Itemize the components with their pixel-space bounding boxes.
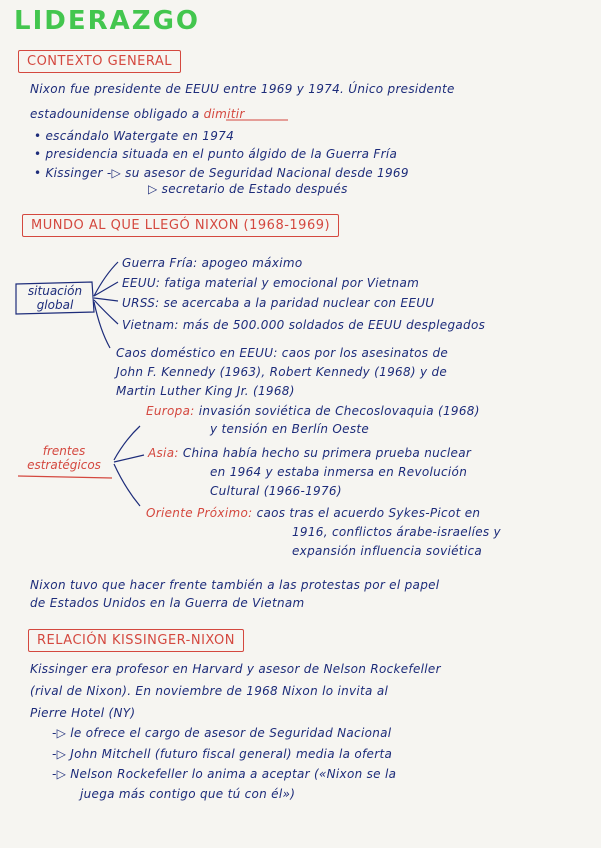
context-bullet-3b: ▷ secretario de Estado después xyxy=(148,182,348,196)
nixon-protest-line-2: de Estados Unidos en la Guerra de Vietnam xyxy=(30,596,305,610)
domestic-line-1: Caos doméstico en EEUU: caos por los asesinatos de xyxy=(116,346,449,360)
oriente-key: Oriente Próximo: xyxy=(146,506,253,520)
oriente-line-3: expansión influencia soviética xyxy=(292,544,483,558)
frentes-underline xyxy=(18,476,112,478)
asia-key: Asia: xyxy=(148,446,179,460)
nixon-protest-line-1: Nixon tuvo que hacer frente también a las protestas por el papel xyxy=(30,578,440,592)
context-line-2-text: estadounidense obligado a xyxy=(30,107,200,121)
section-heading-contexto: CONTEXTO GENERAL xyxy=(18,50,181,73)
relation-line-3: Pierre Hotel (NY) xyxy=(30,706,136,720)
asia-line-3: Cultural (1966-1976) xyxy=(210,484,342,498)
relation-arrow-3: -▷ Nelson Rockefeller lo anima a aceptar («Nixon se la xyxy=(52,767,397,781)
frentes-label-line-2: estratégicos xyxy=(27,458,101,472)
arrow-guerra-fria xyxy=(94,262,118,296)
dimitir-highlight: dimitir xyxy=(203,107,245,121)
arrow-oriente xyxy=(114,464,140,506)
europa-key: Europa: xyxy=(146,404,195,418)
context-line-1: Nixon fue presidente de EEUU entre 1969 y 1974. Único presidente xyxy=(30,82,455,96)
world-item-guerra-fria: Guerra Fría: apogeo máximo xyxy=(122,256,303,270)
section-heading-mundo: MUNDO AL QUE LLEGÓ NIXON (1968-1969) xyxy=(22,214,339,237)
context-bullet-1: • escándalo Watergate en 1974 xyxy=(34,129,235,143)
context-bullet-2: • presidencia situada en el punto álgido de la Guerra Fría xyxy=(34,147,398,161)
europa-text-1: invasión soviética de Checoslovaquia (1968) xyxy=(198,404,480,418)
world-item-vietnam: Vietnam: más de 500.000 soldados de EEUU desplegados xyxy=(122,318,486,332)
domestic-line-3: Martin Luther King Jr. (1968) xyxy=(116,384,295,398)
situacion-label-line-1: situación xyxy=(27,284,83,298)
situacion-label-line-2: global xyxy=(36,298,74,312)
relation-line-1: Kissinger era profesor en Harvard y asesor de Nelson Rockefeller xyxy=(30,662,441,676)
relation-arrow-1: -▷ le ofrece el cargo de asesor de Seguridad Nacional xyxy=(52,726,392,740)
oriente-text-1: caos tras el acuerdo Sykes-Picot en xyxy=(256,506,481,520)
situacion-label-outline xyxy=(16,282,94,314)
section-heading-relacion: RELACIÓN KISSINGER-NIXON xyxy=(28,629,244,652)
europa-line-2: y tensión en Berlín Oeste xyxy=(210,422,370,436)
relation-arrow-4: juega más contigo que tú con él») xyxy=(80,787,296,801)
context-bullet-3: • Kissinger -▷ su asesor de Seguridad Nacional desde 1969 xyxy=(34,166,409,180)
asia-text-1: China había hecho su primera prueba nuclear xyxy=(182,446,472,460)
arrow-vietnam xyxy=(94,300,118,324)
arrow-asia xyxy=(114,455,144,462)
arrow-europa xyxy=(114,426,140,460)
asia-line-2: en 1964 y estaba inmersa en Revolución xyxy=(210,465,468,479)
oriente-line-2: 1916, conflictos árabe-israelíes y xyxy=(292,525,501,539)
frentes-label-line-1: frentes xyxy=(42,444,86,458)
world-item-urss: URSS: se acercaba a la paridad nuclear con EEUU xyxy=(122,296,435,310)
relation-arrow-2: -▷ John Mitchell (futuro fiscal general) media la oferta xyxy=(52,747,393,761)
arrow-urss xyxy=(94,298,118,301)
domestic-line-2: John F. Kennedy (1963), Robert Kennedy (1968) y de xyxy=(116,365,448,379)
relation-line-2: (rival de Nixon). En noviembre de 1968 Nixon lo invita al xyxy=(30,684,389,698)
world-item-eeuu: EEUU: fatiga material y emocional por Vietnam xyxy=(122,276,420,290)
page-title: LIDERAZGO xyxy=(14,6,201,36)
